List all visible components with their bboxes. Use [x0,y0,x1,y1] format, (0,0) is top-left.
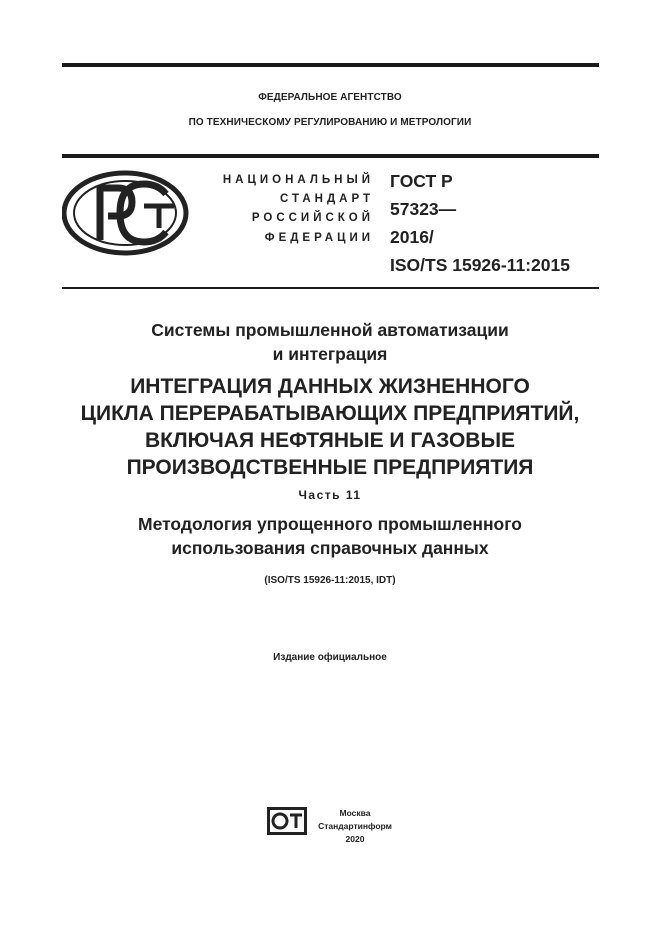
agency-line-1: ФЕДЕРАЛЬНОЕ АГЕНТСТВО [258,92,402,103]
top-rule [62,63,599,67]
part-title-line-1: Методология упрощенного промышленного [138,514,522,534]
edition-label: Издание официальное [273,652,387,663]
designation-line-2: 57323— [390,199,457,219]
agency-line-2: ПО ТЕХНИЧЕСКОМУ РЕГУЛИРОВАНИЮ И МЕТРОЛОГИИ [188,117,472,128]
main-title-line-4: ПРОИЗВОДСТВЕННЫЕ ПРЕДПРИЯТИЯ [126,456,534,479]
national-standard-line-3: РОССИЙСКОЙ [251,212,374,224]
general-title-line-1: Системы промышленной автоматизации [151,320,509,340]
designation-line-1: ГОСТ Р [390,171,453,191]
publisher-year: 2020 [345,834,365,844]
iso-equivalence: (ISO/TS 15926-11:2015, IDT) [264,575,396,586]
publisher-name: Стандартинформ [318,821,392,831]
designation-line-4: ISO/TS 15926-11:2015 [390,255,570,275]
header-rule [62,154,599,158]
general-title-line-2: и интеграция [272,344,388,364]
part-title-line-2: использования справочных данных [171,538,489,558]
national-standard-line-1: НАЦИОНАЛЬНЫЙ [222,174,374,186]
gost-r-emblem-icon [62,170,192,256]
national-standard-line-2: СТАНДАРТ [280,193,374,205]
national-standard-line-4: ФЕДЕРАЦИИ [264,232,374,244]
main-title-line-3: ВКЛЮЧАЯ НЕФТЯНЫЕ И ГАЗОВЫЕ [144,429,516,452]
part-label: Часть 11 [298,488,362,502]
publisher-city: Москва [339,808,371,818]
main-title-line-1: ИНТЕГРАЦИЯ ДАННЫХ ЖИЗНЕННОГО [130,375,530,398]
designation-rule [62,287,599,289]
designation-line-3: 2016/ [390,227,434,247]
main-title-line-2: ЦИКЛА ПЕРЕРАБАТЫВАЮЩИХ ПРЕДПРИЯТИЙ, [80,402,580,425]
